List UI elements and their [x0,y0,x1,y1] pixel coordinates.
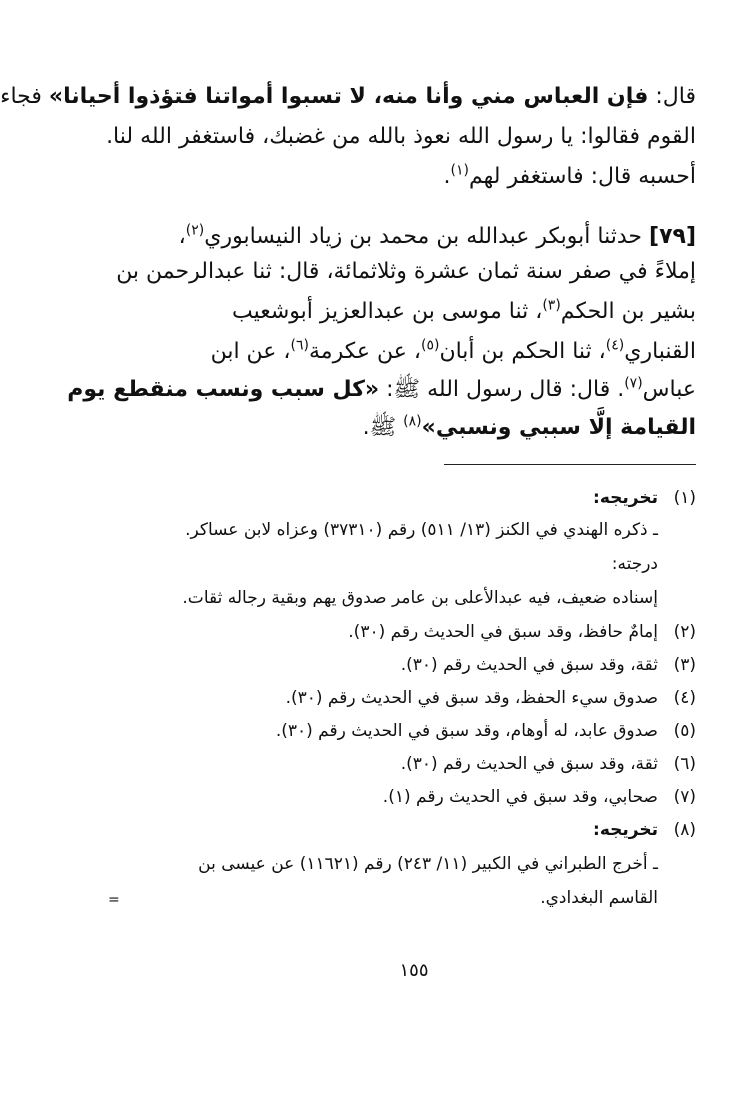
main-line-4: [٧٩] حدثنا أبوبكر عبدالله بن محمد بن زياد النيسابوري$^{(٢)}$، [178,222,696,249]
footnote-7: (٧)صحابي، وقد سبق في الحديث رقم (١). [382,787,696,807]
footnote-ref-2: (٢) [185,222,205,239]
footnote-8-text-cont: القاسم البغدادي. [540,888,658,908]
footnote-8-text: ـ أخرج الطبراني في الكبير (١١/ ٢٤٣) رقم (١١٦٢١) عن عيسى بن [198,854,658,874]
margin-mark: = [108,892,120,908]
page-number: ١٥٥ [399,960,429,981]
main-line-1: قال: فإن العباس مني وأنا منه، لا تسبوا أمواتنا فتؤذوا أحيانا» فجاء [0,84,696,109]
footnote-1-grade-label: درجته: [611,554,658,574]
footnote-8: (٨)تخريجه: [593,820,696,840]
main-line-2: القوم فقالوا: يا رسول الله نعوذ بالله من غضبك، فاستغفر الله لنا. [106,124,696,149]
main-line-8: عباس$^{(٧)}$. قال: قال رسول الله ﷺ: «كل سبب ونسب منقطع يوم [67,375,696,402]
footnote-1: (١)تخريجه: [593,488,696,508]
main-line-9: القيامة إلَّا سببي ونسبي»$^{(٨)}$ ﷺ. [362,413,696,440]
footnote-5: (٥)صدوق عابد، له أوهام، وقد سبق في الحديث رقم (٣٠). [275,721,696,741]
hadith-quote: «كل سبب ونسب منقطع يوم [67,377,380,402]
footnote-ref-4: (٤) [605,337,625,354]
main-line-6: بشير بن الحكم$^{(٣)}$، ثنا موسى بن عبدالعزيز أبوشعيب [231,297,696,324]
footnote-2: (٢)إمامٌ حافظ، وقد سبق في الحديث رقم (٣٠). [348,622,696,642]
footnote-ref-7: (٧) [624,375,643,392]
hadith-quote: القيامة إلَّا سببي ونسبي» [421,415,696,440]
footnote-ref-8: (٨) [403,413,422,430]
main-line-3: أحسبه قال: فاستغفر لهم$^{(١)}$. [443,162,696,189]
main-line-5: إملاءً في صفر سنة ثمان عشرة وثلاثمائة، قال: ثنا عبدالرحمن بن [116,259,696,284]
footnote-ref-6: (٦) [290,337,309,354]
footnote-6: (٦)ثقة، وقد سبق في الحديث رقم (٣٠). [400,754,696,774]
footnote-3: (٣)ثقة، وقد سبق في الحديث رقم (٣٠). [400,655,696,675]
footnote-4: (٤)صدوق سيء الحفظ، وقد سبق في الحديث رقم (٣٠). [285,688,696,708]
hadith-quote: فإن العباس مني وأنا منه، لا تسبوا أمواتنا فتؤذوا أحيانا» [48,84,649,109]
footnote-1-text: ـ ذكره الهندي في الكنز (١٣/ ٥١١) رقم (٣٧٣١٠) وعزاه لابن عساكر. [185,520,658,540]
footnote-separator [444,464,696,465]
footnote-ref-5: (٥) [420,337,440,354]
footnote-1-grade: إسناده ضعيف، فيه عبدالأعلى بن عامر صدوق يهم وبقية رجاله ثقات. [182,588,658,608]
footnote-ref-1: (١) [450,162,469,179]
main-line-7: القنباري$^{(٤)}$، ثنا الحكم بن أبان$^{(٥)}$، عن عكرمة$^{(٦)}$، عن ابن [210,337,696,364]
hadith-number: [٧٩] [649,224,696,249]
footnote-ref-3: (٣) [542,297,561,314]
